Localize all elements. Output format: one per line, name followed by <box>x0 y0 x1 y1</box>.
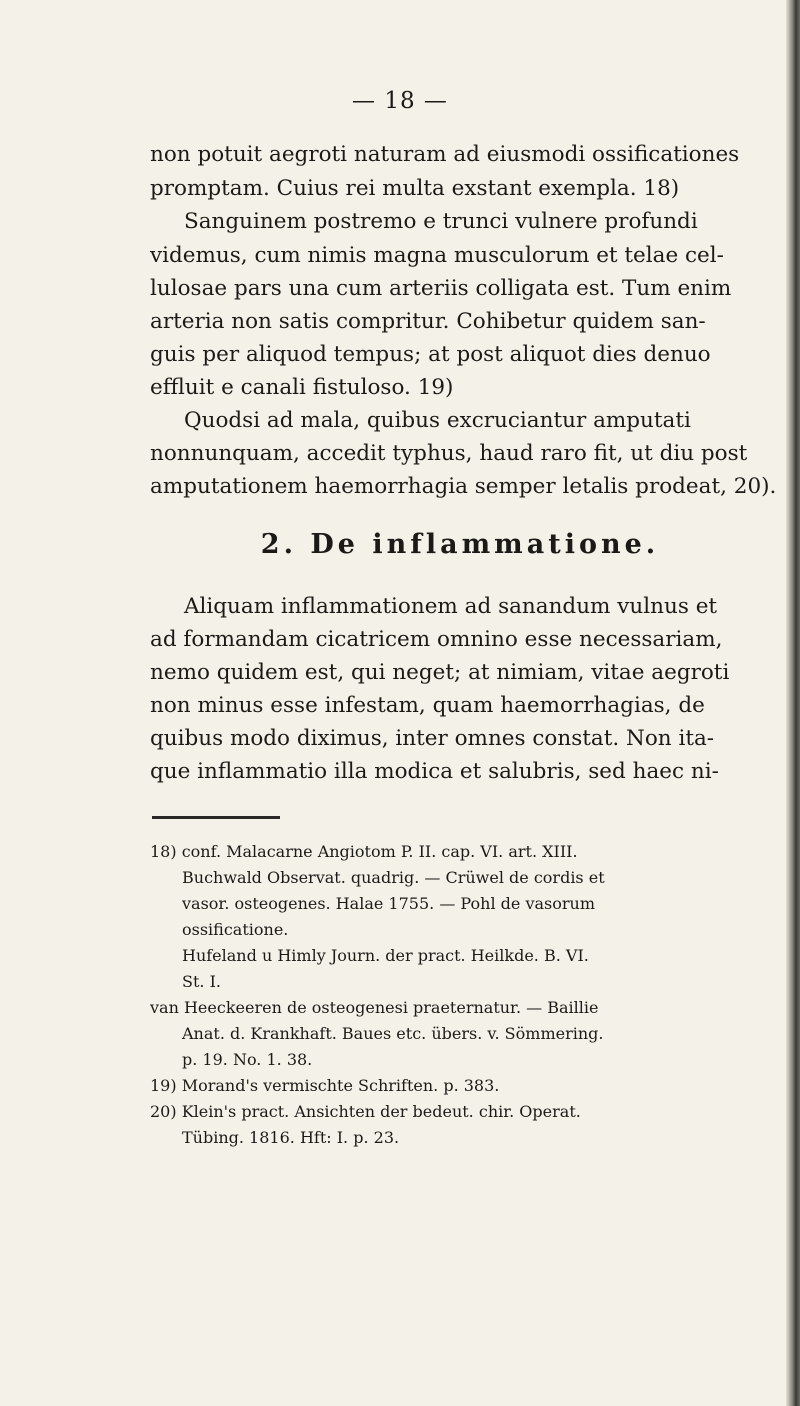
text-line: que inflammatio illa modica et salubris, sed haec ni- <box>150 759 719 784</box>
section-heading: 2. De inflammatione. <box>260 529 660 560</box>
text-line: nemo quidem est, qui neget; at nimiam, vitae aegroti <box>150 660 730 685</box>
text-line: guis per aliquod tempus; at post aliquot dies denuo <box>150 342 711 367</box>
footnote-rule <box>152 816 280 819</box>
text-line: Quodsi ad mala, quibus excruciantur amputati <box>184 408 691 433</box>
footnote-line: vasor. osteogenes. Halae 1755. — Pohl de vasorum <box>182 894 596 913</box>
text-line: Aliquam inflammationem ad sanandum vulnus et <box>184 594 718 619</box>
text-line: non minus esse infestam, quam haemorrhagias, de <box>150 693 705 718</box>
text-line: lulosae pars una cum arteriis colligata est. Tum enim <box>150 276 732 301</box>
text-line: videmus, cum nimis magna musculorum et telae cel- <box>150 243 724 268</box>
text-line: arteria non satis compritur. Cohibetur quidem san- <box>150 309 706 334</box>
footnote-line: Hufeland u Himly Journ. der pract. Heilkde. B. VI. <box>182 946 589 965</box>
page-number: — 18 — <box>352 88 448 114</box>
footnote-line: van Heeckeeren de osteogenesi praeternatur. — Baillie <box>150 998 599 1017</box>
text-line: amputationem haemorrhagia semper letalis prodeat, 20). <box>150 474 777 499</box>
footnote-line: 19) Morand's vermischte Schriften. p. 383. <box>150 1076 500 1095</box>
footnote-line: Tübing. 1816. Hft: I. p. 23. <box>182 1128 400 1147</box>
footnote-line: Buchwald Observat. quadrig. — Crüwel de cordis et <box>182 868 605 887</box>
text-line: effluit e canali fistuloso. 19) <box>150 375 454 400</box>
text-line: nonnunquam, accedit typhus, haud raro fit, ut diu post <box>150 441 748 466</box>
footnote-line: 20) Klein's pract. Ansichten der bedeut. chir. Operat. <box>150 1102 581 1121</box>
text-line: Sanguinem postremo e trunci vulnere profundi <box>184 209 698 234</box>
footnote-line: Anat. d. Krankhaft. Baues etc. übers. v. Sömmering. <box>182 1024 604 1043</box>
text-line: quibus modo diximus, inter omnes constat. Non ita- <box>150 726 715 751</box>
footnote-line: St. I. <box>182 972 221 991</box>
footnote-line: p. 19. No. 1. 38. <box>182 1050 313 1069</box>
footnote-line: ossificatione. <box>182 920 289 939</box>
text-line: promptam. Cuius rei multa exstant exempla. 18) <box>150 176 680 201</box>
text-line: non potuit aegroti naturam ad eiusmodi ossificationes <box>150 142 740 167</box>
page-edge-shadow <box>786 0 800 1406</box>
footnote-line: 18) conf. Malacarne Angiotom P. II. cap. VI. art. XIII. <box>150 842 578 861</box>
text-line: ad formandam cicatricem omnino esse necessariam, <box>150 627 723 652</box>
